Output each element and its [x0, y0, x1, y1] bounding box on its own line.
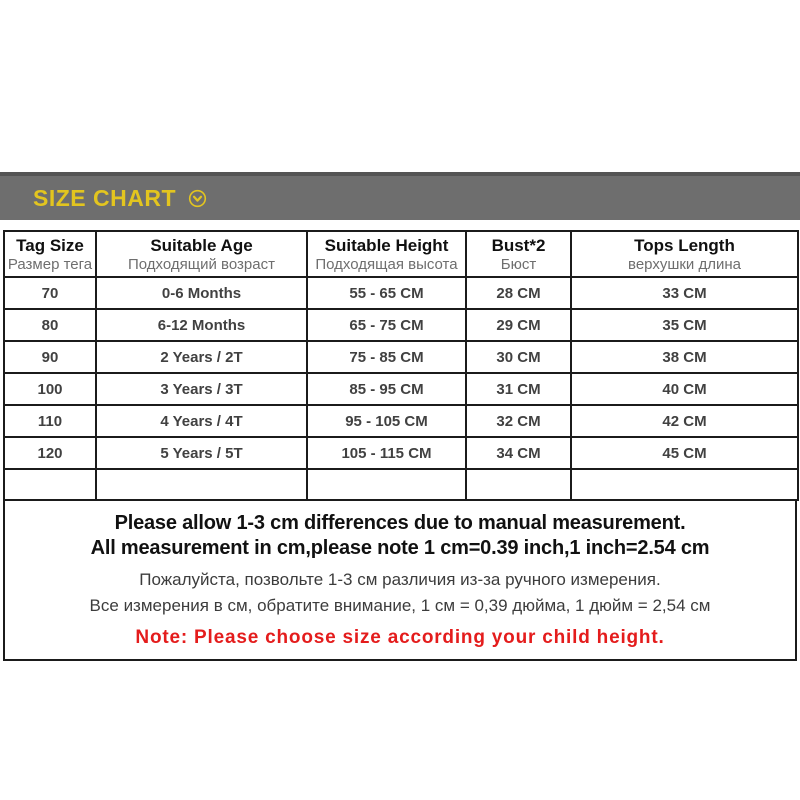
cell-suitable-height — [307, 469, 466, 500]
cell-tag-size: 70 — [4, 277, 96, 309]
cell-bust: 34 CM — [466, 437, 571, 469]
cell-bust: 28 CM — [466, 277, 571, 309]
size-table — [3, 230, 799, 501]
column-header-suitable-age — [96, 231, 307, 277]
cell-tag-size: 110 — [4, 405, 96, 437]
cell-tag-size — [4, 469, 96, 500]
column-header-ru: верхушки длина — [628, 255, 741, 273]
cell-tag-size: 90 — [4, 341, 96, 373]
table-header-row — [4, 231, 798, 277]
note-red-size-advice: Note: Please choose size according your child height. — [135, 627, 665, 648]
cell-tops-length: 40 CM — [571, 373, 798, 405]
cell-tops-length: 35 CM — [571, 309, 798, 341]
table-row-empty — [4, 469, 798, 500]
cell-suitable-age: 2 Years / 2T — [96, 341, 307, 373]
cell-suitable-height: 85 - 95 CM — [307, 373, 466, 405]
table-row-size-80 — [4, 309, 798, 341]
chevron-down-circle-icon — [188, 189, 207, 208]
size-chart-header-bar — [0, 172, 800, 220]
cell-suitable-age — [96, 469, 307, 500]
cell-suitable-age: 4 Years / 4T — [96, 405, 307, 437]
cell-tops-length: 42 CM — [571, 405, 798, 437]
column-header-en: Suitable Height — [324, 235, 449, 255]
note-en-units: All measurement in cm,please note 1 cm=0.39 inch,1 inch=2.54 cm — [90, 537, 710, 559]
cell-tag-size: 100 — [4, 373, 96, 405]
column-header-suitable-height — [307, 231, 466, 277]
cell-bust: 29 CM — [466, 309, 571, 341]
cell-bust: 31 CM — [466, 373, 571, 405]
table-row-size-110 — [4, 405, 798, 437]
cell-suitable-height: 95 - 105 CM — [307, 405, 466, 437]
table-row-size-70 — [4, 277, 798, 309]
column-header-ru: Бюст — [500, 255, 537, 273]
column-header-ru: Подходящая высота — [315, 255, 458, 273]
note-ru-tolerance: Пожалуйста, позвольте 1-3 см различия из-за ручного измерения. — [139, 570, 661, 589]
cell-bust: 30 CM — [466, 341, 571, 373]
column-header-ru: Подходящий возраст — [128, 255, 275, 273]
table-row-size-100 — [4, 373, 798, 405]
cell-tag-size: 120 — [4, 437, 96, 469]
column-header-en: Bust*2 — [491, 235, 546, 255]
column-header-en: Suitable Age — [150, 235, 253, 255]
cell-suitable-height: 55 - 65 CM — [307, 277, 466, 309]
cell-tag-size: 80 — [4, 309, 96, 341]
cell-suitable-age: 3 Years / 3T — [96, 373, 307, 405]
column-header-en: Tag Size — [16, 235, 84, 255]
size-chart-title: SIZE CHART — [33, 184, 176, 211]
cell-suitable-height: 65 - 75 CM — [307, 309, 466, 341]
table-row-size-90 — [4, 341, 798, 373]
cell-bust: 32 CM — [466, 405, 571, 437]
note-ru-units: Все измерения в см, обратите внимание, 1 см = 0,39 дюйма, 1 дюйм = 2,54 см — [89, 596, 711, 615]
cell-tops-length: 45 CM — [571, 437, 798, 469]
table-row-size-120 — [4, 437, 798, 469]
cell-suitable-height: 105 - 115 CM — [307, 437, 466, 469]
column-header-en: Tops Length — [634, 235, 735, 255]
cell-bust — [466, 469, 571, 500]
cell-tops-length: 33 CM — [571, 277, 798, 309]
cell-tops-length: 38 CM — [571, 341, 798, 373]
cell-suitable-age: 0-6 Months — [96, 277, 307, 309]
note-en-tolerance: Please allow 1-3 cm differences due to manual measurement. — [114, 512, 686, 534]
column-header-ru: Размер тега — [7, 255, 93, 273]
cell-tops-length — [571, 469, 798, 500]
cell-suitable-age: 5 Years / 5T — [96, 437, 307, 469]
cell-suitable-height: 75 - 85 CM — [307, 341, 466, 373]
notes-box — [3, 501, 797, 661]
cell-suitable-age: 6-12 Months — [96, 309, 307, 341]
column-header-tops-length — [571, 231, 798, 277]
column-header-bust — [466, 231, 571, 277]
column-header-tag-size — [4, 231, 96, 277]
